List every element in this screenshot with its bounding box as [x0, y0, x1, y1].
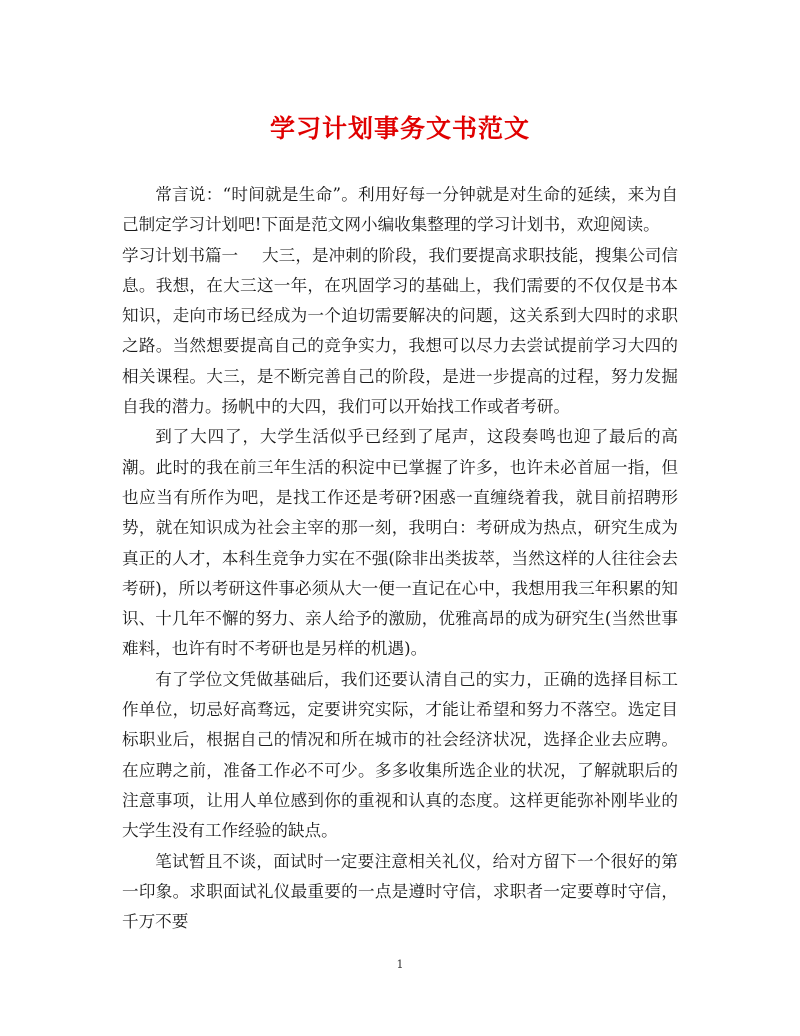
document-title: 学习计划事务文书范文	[269, 114, 530, 143]
paragraph-senior-year: 到了大四了，大学生活似乎已经到了尾声，这段奏鸣也迎了最后的高潮。此时的我在前三年生活的积淀中已掌握了许多，也许未必首屈一指，但也应当有所作为吧，是找工作还是考研?困惑一直缠绕着我，就目前招聘形势，就在知识成为社会主宰的那一刻，我明白：考研成为热点，研究生成为真正的人才，本科生竞争力实在不强(除非出类拔萃，当然这样的人往往会去考研)，所以考研这件事必须从大一便一直记在心中，我想用我三年积累的知识、十几年不懈的努力、亲人给予的激励，优雅高昂的成为研究生(当然世事难料，也许有时不考研也是另样的机遇)。	[122, 427, 678, 659]
page-number: 1	[396, 958, 404, 971]
section-heading: 学习计划书篇一	[122, 245, 239, 265]
section-text: 大三，是冲刺的阶段，我们要提高求职技能，搜集公司信息。我想，在大三这一年，在巩固学习的基础上，我们需要的不仅仅是书本知识，走向市场已经成为一个迫切需要解决的问题，这关系到大四时的求职之路。当然想要提高自己的竞争实力，我想可以尽力去尝试提前学习大四的相关课程。大三，是不断完善自己的阶段，是进一步提高的过程，努力发掘自我的潜力。扬帆中的大四，我们可以开始找工作或者考研。	[122, 245, 678, 417]
section-paragraph	[122, 241, 678, 423]
paragraph-job-choice: 有了学位文凭做基础后，我们还要认清自己的实力，正确的选择目标工作单位，切忌好高骛远，定要讲究实际，才能让希望和努力不落空。选定目标职业后，根据自己的情况和所在城市的社会经济状况，选择企业去应聘。在应聘之前，准备工作必不可少。多多收集所选企业的状况，了解就职后的注意事项，让用人单位感到你的重视和认真的态度。这样更能弥补刚毕业的大学生没有工作经验的缺点。	[122, 669, 678, 841]
paragraph-intro: 常言说：“时间就是生命”。利用好每一分钟就是对生命的延续，来为自己制定学习计划吧!下面是范文网小编收集整理的学习计划书，欢迎阅读。	[122, 185, 678, 235]
paragraph-interview: 笔试暂且不谈，面试时一定要注意相关礼仪，给对方留下一个很好的第一印象。求职面试礼仪最重要的一点是遵时守信，求职者一定要尊时守信，千万不要	[122, 851, 678, 932]
document-body	[122, 180, 678, 937]
